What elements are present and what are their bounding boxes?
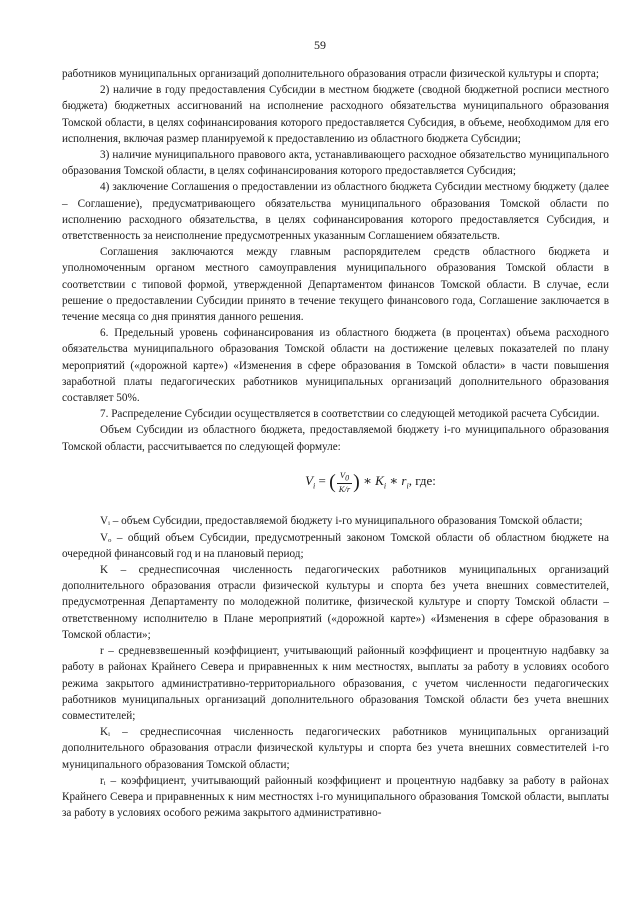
paragraph: работников муниципальных организаций дополнительного образования отрасли физической культуры и спорта; bbox=[62, 68, 599, 80]
formula-k: K bbox=[375, 472, 384, 488]
definition: Vₒ – общий объем Субсидии, предусмотренный законом Томской области об областном бюджете на очередной финансовый год и на плановый период; bbox=[62, 531, 609, 560]
formula-fraction bbox=[337, 470, 352, 495]
paragraph: 3) наличие муниципального правового акта, устанавливающего расходное обязательство муниципального образования Томской области, в целях софинансирования которого предоставляется Субсидия; bbox=[62, 149, 609, 178]
formula-lhs: V bbox=[305, 472, 314, 488]
page-number: 59 bbox=[314, 38, 326, 52]
subsidy-formula: $V_i$ = ( $\frac{V_0}{K/r}$ ) ∗ $K_i$ ∗ $r_i$, где: bbox=[305, 469, 436, 495]
definition: r – средневзвешенный коэффициент, учитывающий районный коэффициент и процентную надбавку за работу в районах Крайнего Севера и приравненных к ним местностях, выплаты за работу в условиях особого режима закрытого административно-территориального образования, с учетом численности педагогических работников муниципальных организаций дополнительного образования Томской области без учета внешних совместителей; bbox=[62, 645, 609, 722]
document-body bbox=[62, 66, 609, 821]
formula-k-sub: i bbox=[383, 481, 387, 491]
paragraph: Объем Субсидии из областного бюджета, предоставляемой бюджету i-го муниципального образования Томской области, рассчитывается по следующей формуле: bbox=[62, 424, 609, 453]
paragraph: 7. Распределение Субсидии осуществляется в соответствии со следующей методикой расчета Субсидии. bbox=[100, 408, 600, 421]
definition: K – среднесписочная численность педагогических работников муниципальных организаций дополнительного образования отрасли физической культуры и спорта без учета внешних совместителей, предусмотренная Департаменту по молодежной политике, физической культуре и спорту Томской области – ответственному исполнителю в Плане мероприятий («дорожной карте») «Изменения в сфере образования в Томской области»; bbox=[62, 564, 609, 641]
paragraph: 4) заключение Соглашения о предоставлении из областного бюджета Субсидии местному бюджету (далее – Соглашение), предусматривающего обязательства муниципального образования Томской области по исполнению расходного обязательства, в целях софинансирования которого предоставляется Субсидия, и ответственность за неисполнение предусмотренных указанным Соглашением обязательств. bbox=[62, 181, 609, 243]
formula-suffix: , где: bbox=[408, 472, 436, 488]
definition: rᵢ – коэффициент, учитывающий районный коэффициент и процентную надбавку за работу в районах Крайнего Севера и приравненных к ним местностях i-го муниципального образования Томской области, выплаты за работу в условиях особого режима закрытого административно- bbox=[62, 774, 609, 820]
paragraph: 2) наличие в году предоставления Субсидии в местном бюджете (сводной бюджетной росписи местного бюджета) бюджетных ассигнований на исполнение расходного обязательства муниципального образования Томской области, в целях софинансирования которого предоставляется Субсидия, в объеме, необходимом для его исполнения, включая размер планируемой к предоставлению из областного бюджета Субсидии; bbox=[62, 84, 609, 145]
formula-r-sub: i bbox=[406, 481, 409, 491]
formula-lhs-sub: i bbox=[313, 481, 316, 491]
definition: Kᵢ – среднесписочная численность педагогических работников муниципальных организаций дополнительного образования отрасли физической культуры и спорта без учета внешних совместителей i-го муниципального образования Томской области; bbox=[62, 726, 609, 771]
definition: Vᵢ – объем Субсидии, предоставляемой бюджету i-го муниципального образования Томской области; bbox=[100, 515, 583, 528]
paragraph: Соглашения заключаются между главным распорядителем средств областного бюджета и уполномоченным органом местного самоуправления муниципального образования Томской области в соответствии с типовой формой, утвержденной Департаментом финансов Томской области. В случае, если решение о предоставлении Субсидии принято в течение текущего финансового года, Соглашение заключается в течение месяца со дня принятия данного решения. bbox=[62, 246, 609, 324]
paragraph: 6. Предельный уровень софинансирования из областного бюджета (в процентах) объема расходного обязательства муниципального образования Томской области на достижение целевых показателей по плану мероприятий («дорожной карте») «Изменения в сфере образования в Томской области» в части повышения заработной платы педагогических работников муниципальных организаций дополнительного образования составляет 50%. bbox=[62, 327, 609, 405]
formula-numerator-sub: 0 bbox=[345, 473, 350, 483]
formula-r: r bbox=[401, 472, 407, 488]
formula-numerator: V bbox=[339, 469, 346, 480]
formula-denominator: K/r bbox=[338, 484, 351, 495]
